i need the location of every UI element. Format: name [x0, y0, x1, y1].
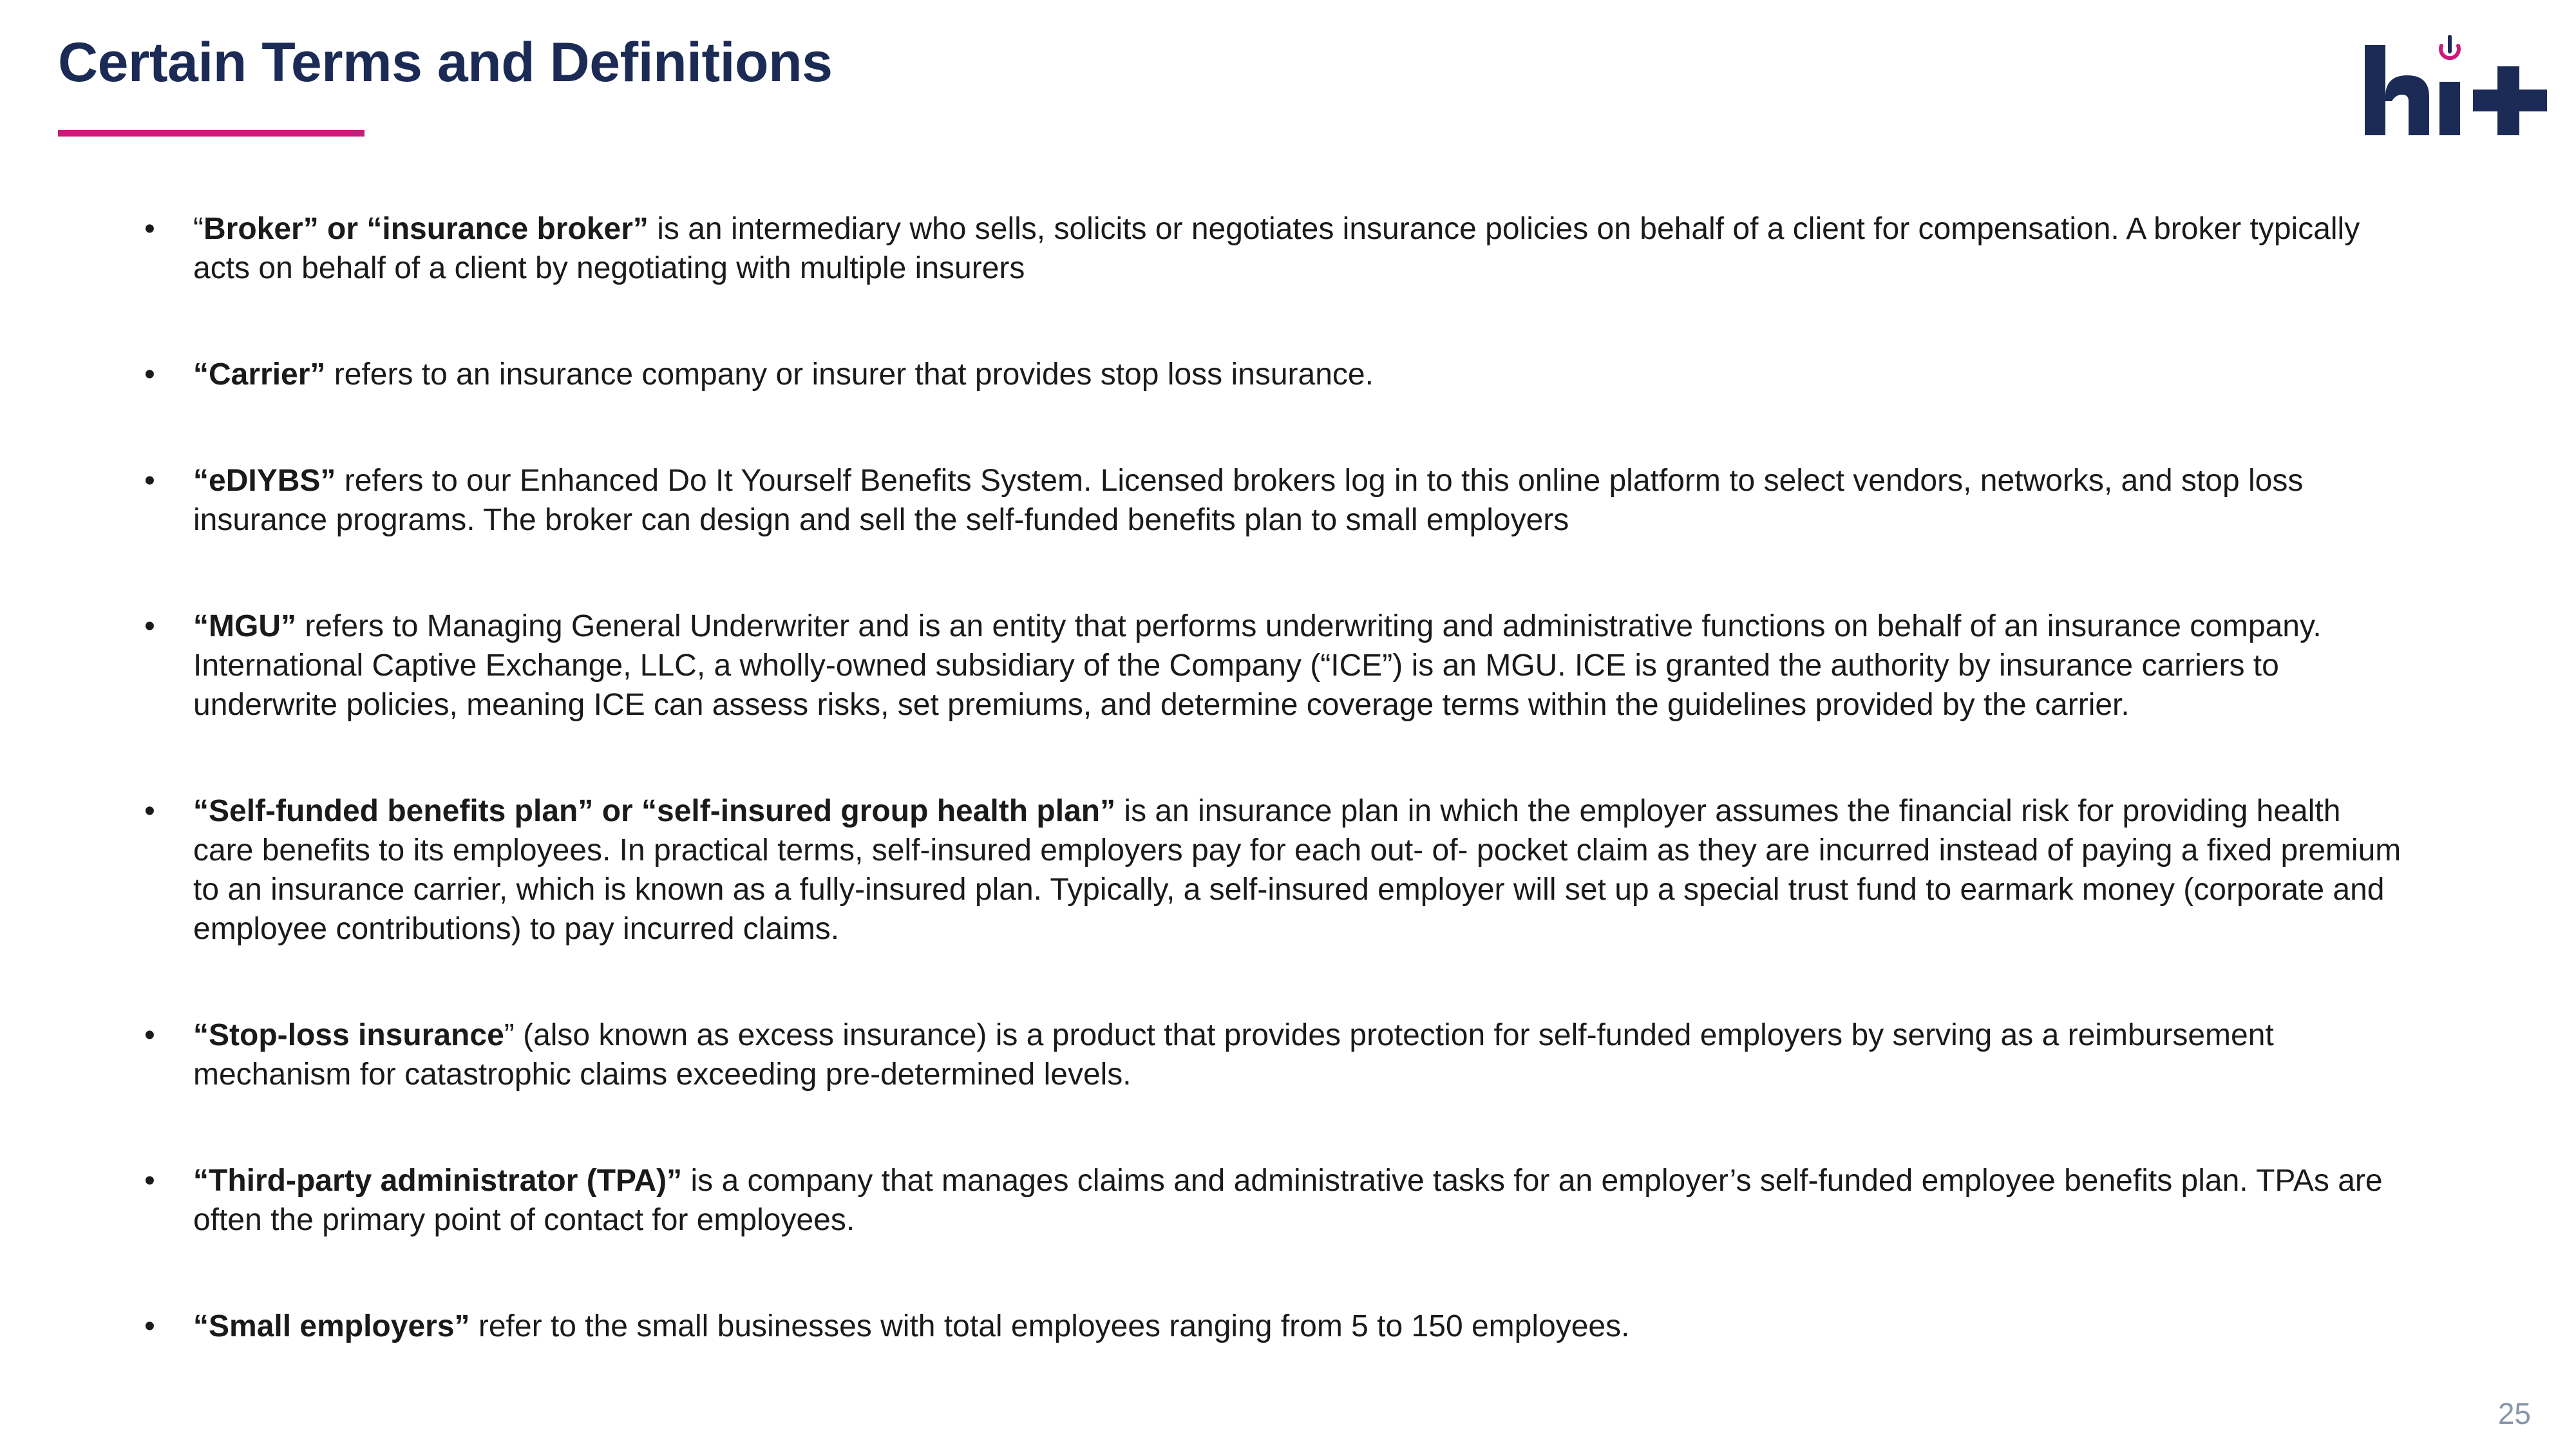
- title-underline: [58, 130, 365, 137]
- bullet: •: [144, 1309, 155, 1343]
- logo-plus-horizontal: [2473, 90, 2547, 111]
- term-name: “Stop-loss insurance: [193, 1018, 504, 1052]
- term-name: “MGU”: [193, 609, 296, 643]
- term-name: Broker” or “insurance broker”: [203, 212, 649, 246]
- list-item: [142, 1016, 2409, 1094]
- term-definition: refers to Managing General Underwriter and is an entity that performs underwriting and administrative functions on behalf of an insurance company. International Captive Exchange, LLC, a wholly-owned subsidiary of the Company (“ICE”) is an MGU. ICE is granted the authority by insurance carriers to underwrite policies, meaning ICE can assess risks, set premiums, and determine coverage terms within the guidelines provided by the carrier.: [193, 609, 2322, 722]
- bullet: •: [144, 1164, 155, 1198]
- list-item: [142, 1307, 2409, 1346]
- list-item: [142, 209, 2409, 288]
- list-item: [142, 607, 2409, 724]
- term-name: “Carrier”: [193, 357, 326, 392]
- term-definition: is an insurance plan in which the employer assumes the financial risk for providing health care benefits to its employees. In practical terms, self-insured employers pay for each out- of- pocket claim as they are incurred instead of paying a fixed premium to an insurance carrier, which is known as a fully-insured plan. Typically, a self-insured employer will set up a special trust fund to earmark money (corporate and employee contributions) to pay incurred claims.: [193, 794, 2401, 946]
- logo-h-arch: [2385, 75, 2429, 135]
- term-name: “Third-party administrator (TPA)”: [193, 1164, 683, 1198]
- term-name: “eDIYBS”: [193, 464, 336, 498]
- term-prefix: “: [193, 212, 204, 246]
- term-definition: (also known as excess insurance) is a product that provides protection for self-funded employers by serving as a reimbursement mechanism for catastrophic claims exceeding pre-determined levels.: [193, 1018, 2274, 1092]
- bullet: •: [144, 794, 155, 828]
- bullet: •: [144, 212, 155, 246]
- page-number: 25: [2497, 1397, 2531, 1430]
- term-definition: refers to our Enhanced Do It Yourself Benefits System. Licensed brokers log in to this online platform to select vendors, networks, and stop loss insurance programs. The broker can design and sell the self-funded benefits plan to small employers: [193, 464, 2304, 537]
- term-definition: refers to an insurance company or insurer that provides stop loss insurance.: [325, 357, 1374, 392]
- list-item: [142, 461, 2409, 540]
- term-suffix: ”: [504, 1018, 515, 1052]
- list-item: [142, 791, 2409, 949]
- bullet: •: [144, 464, 155, 498]
- term-definition: is a company that manages claims and administrative tasks for an employer’s self-funded employee benefits plan. TPAs are often the primary point of contact for employees.: [193, 1164, 2383, 1237]
- bullet: •: [144, 357, 155, 392]
- list-item: [142, 1161, 2409, 1240]
- page-title: Certain Terms and Definitions: [58, 32, 833, 93]
- term-definition: refer to the small businesses with total employees ranging from 5 to 150 employees.: [469, 1309, 1630, 1343]
- bullet: •: [144, 1018, 155, 1052]
- term-name: “Self-funded benefits plan” or “self-insured group health plan”: [193, 794, 1116, 828]
- term-definition: is an intermediary who sells, solicits or negotiates insurance policies on behalf of a client for compensation. A broker typically acts on behalf of a client by negotiating with multiple insurers: [193, 212, 2360, 285]
- power-icon: [2441, 37, 2459, 58]
- bullet: •: [144, 609, 155, 643]
- hi-plus-logo: [2357, 29, 2570, 145]
- logo-i-stem: [2439, 82, 2460, 135]
- term-name: “Small employers”: [193, 1309, 470, 1343]
- logo-h-stem: [2365, 45, 2385, 135]
- definitions-list: [142, 209, 2409, 1413]
- list-item: [142, 355, 2409, 394]
